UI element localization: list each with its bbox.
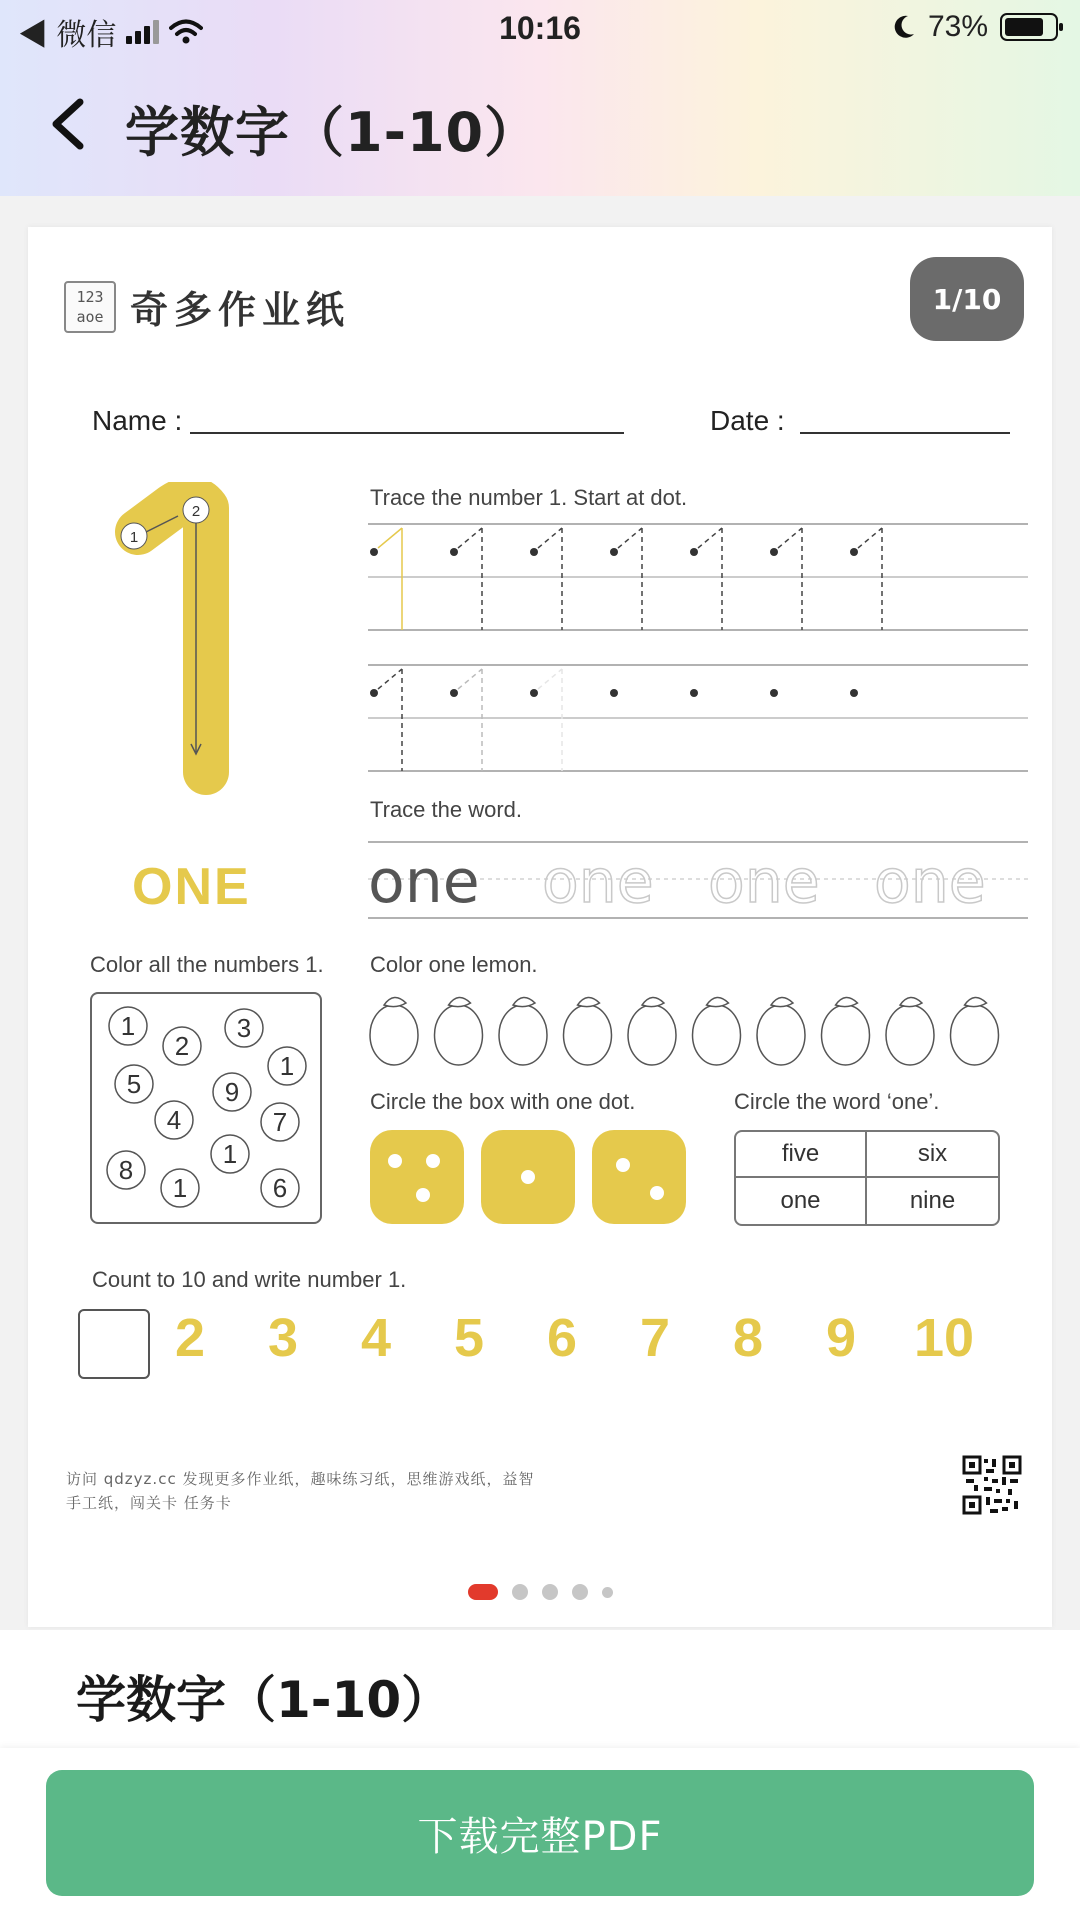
- start-dot: [850, 548, 858, 556]
- dice-three-dots[interactable]: [370, 1130, 464, 1224]
- bottom-action-bar: [0, 1748, 1080, 1920]
- word-cell[interactable]: five: [736, 1132, 867, 1178]
- start-dot: [610, 689, 618, 697]
- svg-text:7: 7: [272, 1107, 288, 1137]
- count-number: 5: [453, 1308, 485, 1368]
- number-bubble[interactable]: [155, 1101, 193, 1139]
- count-number: 8: [732, 1308, 764, 1368]
- trace-one-glyph: [538, 669, 562, 771]
- lemon-icon[interactable]: [757, 997, 805, 1065]
- trace-one-glyph: [458, 669, 482, 771]
- lemon-icon[interactable]: [499, 997, 547, 1065]
- section-title-bar: [0, 1630, 1080, 1750]
- trace-number-label: Trace the number 1. Start at dot.: [370, 485, 688, 510]
- brand-name: 奇多作业纸: [130, 288, 351, 332]
- number-bubble[interactable]: [261, 1169, 299, 1207]
- lemon-row[interactable]: [368, 989, 1028, 1069]
- start-dot: [690, 689, 698, 697]
- trace-word-outline-1: one: [542, 847, 654, 917]
- date-label: Date :: [710, 405, 785, 436]
- trace-number-grid[interactable]: [368, 522, 1028, 772]
- count-number: 3: [267, 1308, 299, 1368]
- trace-word-label: Trace the word.: [370, 797, 523, 822]
- svg-text:1: 1: [279, 1051, 295, 1081]
- lemon-icon[interactable]: [886, 997, 934, 1065]
- count-number: 9: [825, 1308, 857, 1368]
- number-bubble[interactable]: [109, 1007, 147, 1045]
- count-number: 2: [174, 1308, 206, 1368]
- color-numbers-label: Color all the numbers 1.: [90, 952, 324, 977]
- start-dot: [610, 548, 618, 556]
- trace-one-glyph: [618, 528, 642, 630]
- svg-text:6: 6: [272, 1173, 288, 1203]
- trace-one-glyph: [378, 528, 402, 630]
- number-bubble[interactable]: [163, 1027, 201, 1065]
- status-bar: [0, 0, 1080, 56]
- number-bubble[interactable]: [107, 1151, 145, 1189]
- start-dot: [770, 689, 778, 697]
- color-numbers-box[interactable]: [90, 992, 322, 1224]
- svg-text:2: 2: [174, 1031, 190, 1061]
- trace-one-glyph: [378, 669, 402, 771]
- count-answer-box[interactable]: [78, 1309, 150, 1379]
- svg-text:9: 9: [224, 1077, 240, 1107]
- carousel-dot[interactable]: [602, 1587, 613, 1598]
- number-bubble[interactable]: [115, 1065, 153, 1103]
- brand: [64, 279, 350, 334]
- back-to-wechat[interactable]: ◀ 微信: [18, 19, 117, 52]
- download-pdf-button[interactable]: 下载完整PDF: [46, 1770, 1034, 1896]
- name-line: [190, 432, 624, 434]
- count-number: 6: [546, 1308, 578, 1368]
- svg-text:5: 5: [126, 1069, 142, 1099]
- number-bubbles: [92, 994, 320, 1222]
- battery-icon: [1000, 13, 1058, 41]
- word-cell[interactable]: nine: [909, 1187, 956, 1214]
- lemon-icon[interactable]: [564, 997, 612, 1065]
- dice-two-dots[interactable]: [592, 1130, 686, 1224]
- start-dot: [770, 548, 778, 556]
- trace-one-glyph: [778, 528, 802, 630]
- svg-text:3: 3: [236, 1013, 252, 1043]
- worksheet-card[interactable]: [28, 227, 1052, 1627]
- svg-text:1: 1: [129, 529, 139, 546]
- word-cell[interactable]: six: [867, 1132, 998, 1178]
- carousel-dot[interactable]: [572, 1584, 588, 1600]
- trace-one-glyph: [858, 528, 882, 630]
- header: [0, 0, 1080, 196]
- start-dot: [370, 689, 378, 697]
- svg-text:2: 2: [191, 503, 201, 520]
- nav-bar: [0, 80, 1080, 170]
- carousel-dot[interactable]: [512, 1584, 528, 1600]
- number-bubble[interactable]: [268, 1047, 306, 1085]
- name-label: Name :: [92, 405, 183, 436]
- trace-one-glyph: [458, 528, 482, 630]
- trace-word-solid: one: [368, 847, 480, 917]
- lemon-icon[interactable]: [628, 997, 676, 1065]
- qr-code-icon: [962, 1455, 1022, 1515]
- page-title: 学数字（1-10）: [125, 101, 540, 164]
- lemon-icon[interactable]: [951, 997, 999, 1065]
- count-number: 10: [913, 1308, 975, 1368]
- big-number-one-illustration: [98, 482, 238, 802]
- svg-text:4: 4: [166, 1105, 182, 1135]
- circle-word-label: Circle the word ‘one’.: [734, 1089, 940, 1114]
- trace-one-glyph: [698, 528, 722, 630]
- number-bubble[interactable]: [225, 1009, 263, 1047]
- date-line: [800, 432, 1010, 434]
- lemon-icon[interactable]: [822, 997, 870, 1065]
- start-dot: [530, 689, 538, 697]
- dice-one-dot[interactable]: [481, 1130, 575, 1224]
- word-cell[interactable]: one: [736, 1178, 867, 1224]
- number-bubble[interactable]: [161, 1169, 199, 1207]
- svg-text:1: 1: [222, 1139, 238, 1169]
- number-bubble[interactable]: [211, 1135, 249, 1173]
- worksheet-footer-text: 访问 qdzyz.cc 发现更多作业纸，趣味练习纸，思维游戏纸，益智手工纸，闯关卡 任务卡: [66, 1470, 535, 1512]
- lemon-icon[interactable]: [693, 997, 741, 1065]
- back-arrow-icon[interactable]: [42, 94, 102, 154]
- count-label: Count to 10 and write number 1.: [92, 1267, 407, 1292]
- start-dot: [450, 548, 458, 556]
- number-bubble[interactable]: [213, 1073, 251, 1111]
- count-row: [78, 1307, 1038, 1381]
- carousel-pagination[interactable]: [28, 1584, 1052, 1600]
- moon-icon: [892, 14, 916, 40]
- brand-logo-icon: 123 aoe: [64, 281, 116, 333]
- lemon-icon[interactable]: [370, 997, 418, 1065]
- battery-percent: 73%: [927, 10, 988, 43]
- number-bubble[interactable]: [261, 1103, 299, 1141]
- circle-dot-label: Circle the box with one dot.: [370, 1089, 636, 1114]
- count-number: 4: [360, 1308, 392, 1368]
- count-number: 7: [639, 1308, 671, 1368]
- word-choice-table[interactable]: [734, 1130, 1000, 1226]
- start-dot: [370, 548, 378, 556]
- trace-one-glyph: [538, 528, 562, 630]
- trace-word-outline-2: one: [708, 847, 820, 917]
- big-word-one: ONE: [132, 858, 251, 916]
- start-dot: [450, 689, 458, 697]
- trace-word-outline-3: one: [874, 847, 986, 917]
- start-dot: [530, 548, 538, 556]
- carousel-dot-active[interactable]: [468, 1584, 498, 1600]
- clock: 10:16: [499, 10, 581, 46]
- svg-text:1: 1: [172, 1173, 188, 1203]
- svg-text:1: 1: [120, 1011, 136, 1041]
- lemon-icon[interactable]: [435, 997, 483, 1065]
- svg-text:8: 8: [118, 1155, 134, 1185]
- color-lemon-label: Color one lemon.: [370, 952, 538, 977]
- page-indicator-badge: 1/10: [910, 257, 1024, 341]
- start-dot: [850, 689, 858, 697]
- carousel-dot[interactable]: [542, 1584, 558, 1600]
- start-dot: [690, 548, 698, 556]
- section-title: 学数字（1-10）: [76, 1671, 452, 1729]
